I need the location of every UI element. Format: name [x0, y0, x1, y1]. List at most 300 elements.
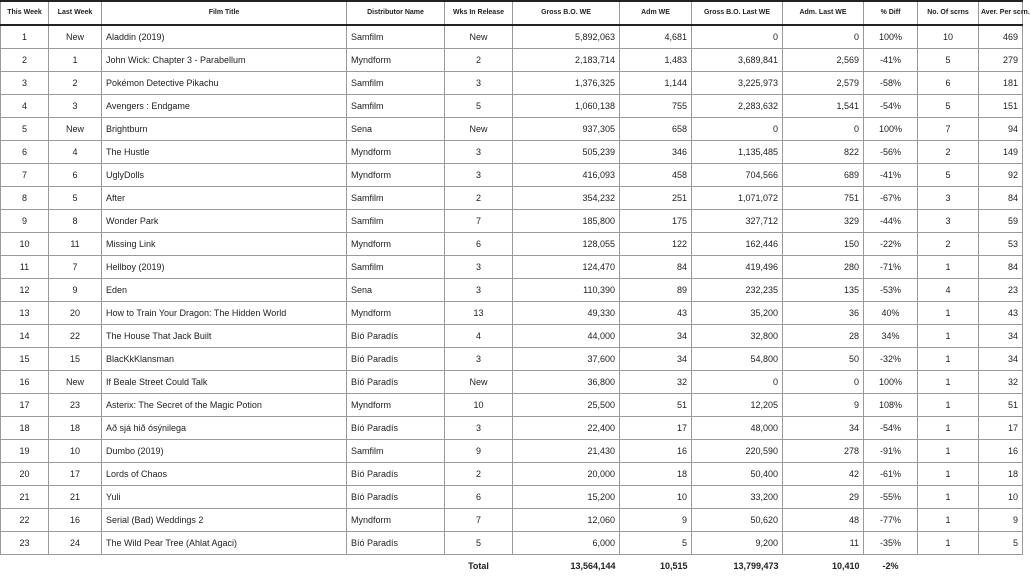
cell-gross-we: 5,892,063: [513, 25, 620, 49]
cell-percent-diff: -22%: [864, 233, 918, 256]
cell-gross-we: 354,232: [513, 187, 620, 210]
cell-screens: 1: [918, 532, 979, 555]
cell-weeks-in-release: 6: [445, 233, 513, 256]
cell-film-title: Pokémon Detective Pikachu: [102, 72, 347, 95]
cell-weeks-in-release: 3: [445, 417, 513, 440]
cell-percent-diff: -41%: [864, 164, 918, 187]
cell-percent-diff: 100%: [864, 118, 918, 141]
cell-adm-we: 122: [620, 233, 692, 256]
cell-film-title: How to Train Your Dragon: The Hidden World: [102, 302, 347, 325]
cell-gross-we: 416,093: [513, 164, 620, 187]
cell-adm-last-we: 48: [783, 509, 864, 532]
cell-gross-last-we: 50,400: [692, 463, 783, 486]
cell-distributor: Bíó Paradís: [347, 348, 445, 371]
cell-screens: 1: [918, 417, 979, 440]
table-row: [1, 348, 1023, 371]
cell-adm-we: 89: [620, 279, 692, 302]
cell-this-week: 20: [1, 463, 49, 486]
cell-average-per-screen: 16: [979, 440, 1023, 463]
cell-weeks-in-release: 2: [445, 463, 513, 486]
cell-distributor: Samfilm: [347, 72, 445, 95]
cell-distributor: Samfilm: [347, 25, 445, 49]
cell-percent-diff: -41%: [864, 49, 918, 72]
cell-distributor: Samfilm: [347, 440, 445, 463]
cell-gross-last-we: 12,205: [692, 394, 783, 417]
cell-screens: 5: [918, 164, 979, 187]
cell-average-per-screen: 84: [979, 256, 1023, 279]
cell-this-week: 6: [1, 141, 49, 164]
table-row: [1, 325, 1023, 348]
cell-distributor: Myndform: [347, 509, 445, 532]
cell-adm-we: 1,144: [620, 72, 692, 95]
cell-gross-last-we: 327,712: [692, 210, 783, 233]
cell-adm-we: 658: [620, 118, 692, 141]
cell-average-per-screen: 181: [979, 72, 1023, 95]
cell-film-title: Aladdin (2019): [102, 25, 347, 49]
cell-adm-last-we: 9: [783, 394, 864, 417]
cell-this-week: 11: [1, 256, 49, 279]
cell-last-week: 21: [49, 486, 102, 509]
cell-distributor: Samfilm: [347, 256, 445, 279]
cell-screens: 2: [918, 141, 979, 164]
cell-weeks-in-release: 10: [445, 394, 513, 417]
cell-average-per-screen: 151: [979, 95, 1023, 118]
cell-percent-diff: -56%: [864, 141, 918, 164]
cell-this-week: 3: [1, 72, 49, 95]
cell-average-per-screen: 149: [979, 141, 1023, 164]
cell-adm-last-we: 50: [783, 348, 864, 371]
cell-last-week: 7: [49, 256, 102, 279]
cell-last-week: New: [49, 118, 102, 141]
cell-screens: 1: [918, 348, 979, 371]
cell-last-week: 15: [49, 348, 102, 371]
cell-adm-we: 34: [620, 348, 692, 371]
cell-adm-we: 346: [620, 141, 692, 164]
cell-average-per-screen: 18: [979, 463, 1023, 486]
cell-film-title: The House That Jack Built: [102, 325, 347, 348]
total-label: Total: [445, 555, 513, 577]
cell-gross-we: 37,600: [513, 348, 620, 371]
cell-gross-we: 25,500: [513, 394, 620, 417]
total-gross-last-we: 13,799,473: [692, 555, 783, 577]
cell-last-week: 1: [49, 49, 102, 72]
cell-gross-we: 185,800: [513, 210, 620, 233]
total-adm-last-we: 10,410: [783, 555, 864, 577]
cell-percent-diff: -77%: [864, 509, 918, 532]
table-row: [1, 25, 1023, 49]
cell-adm-we: 755: [620, 95, 692, 118]
table-row: [1, 279, 1023, 302]
cell-average-per-screen: 17: [979, 417, 1023, 440]
cell-adm-we: 10: [620, 486, 692, 509]
cell-screens: 1: [918, 325, 979, 348]
cell-film-title: After: [102, 187, 347, 210]
cell-gross-we: 937,305: [513, 118, 620, 141]
cell-gross-last-we: 3,689,841: [692, 49, 783, 72]
cell-percent-diff: -71%: [864, 256, 918, 279]
header-gross-we: Gross B.O. WE: [513, 1, 620, 25]
cell-film-title: Að sjá hið ósýnilega: [102, 417, 347, 440]
header-distributor: Distributor Name: [347, 1, 445, 25]
cell-distributor: Bíó Paradís: [347, 486, 445, 509]
header-film-title: Film Title: [102, 1, 347, 25]
cell-film-title: Lords of Chaos: [102, 463, 347, 486]
cell-gross-last-we: 704,566: [692, 164, 783, 187]
cell-adm-last-we: 11: [783, 532, 864, 555]
table-row: [1, 371, 1023, 394]
cell-weeks-in-release: 7: [445, 210, 513, 233]
cell-adm-we: 84: [620, 256, 692, 279]
cell-weeks-in-release: 4: [445, 325, 513, 348]
cell-gross-we: 6,000: [513, 532, 620, 555]
cell-this-week: 19: [1, 440, 49, 463]
cell-percent-diff: -54%: [864, 417, 918, 440]
cell-last-week: 9: [49, 279, 102, 302]
table-row: [1, 302, 1023, 325]
table-row: [1, 256, 1023, 279]
cell-last-week: 23: [49, 394, 102, 417]
cell-this-week: 2: [1, 49, 49, 72]
table-row: [1, 509, 1023, 532]
cell-adm-last-we: 29: [783, 486, 864, 509]
cell-screens: 5: [918, 95, 979, 118]
cell-adm-we: 18: [620, 463, 692, 486]
cell-gross-last-we: 1,071,072: [692, 187, 783, 210]
cell-gross-last-we: 232,235: [692, 279, 783, 302]
cell-average-per-screen: 10: [979, 486, 1023, 509]
cell-adm-last-we: 329: [783, 210, 864, 233]
cell-last-week: 8: [49, 210, 102, 233]
table-row: [1, 210, 1023, 233]
cell-adm-last-we: 42: [783, 463, 864, 486]
cell-weeks-in-release: 2: [445, 187, 513, 210]
cell-distributor: Samfilm: [347, 95, 445, 118]
cell-this-week: 16: [1, 371, 49, 394]
cell-film-title: Dumbo (2019): [102, 440, 347, 463]
cell-film-title: Hellboy (2019): [102, 256, 347, 279]
cell-adm-we: 51: [620, 394, 692, 417]
cell-adm-last-we: 36: [783, 302, 864, 325]
cell-screens: 1: [918, 440, 979, 463]
cell-last-week: 11: [49, 233, 102, 256]
cell-gross-we: 15,200: [513, 486, 620, 509]
cell-gross-we: 21,430: [513, 440, 620, 463]
cell-gross-we: 36,800: [513, 371, 620, 394]
cell-adm-last-we: 0: [783, 25, 864, 49]
cell-weeks-in-release: 3: [445, 164, 513, 187]
cell-adm-we: 458: [620, 164, 692, 187]
header-weeks-in-release: Wks In Release: [445, 1, 513, 25]
cell-gross-last-we: 33,200: [692, 486, 783, 509]
cell-film-title: Yuli: [102, 486, 347, 509]
cell-average-per-screen: 5: [979, 532, 1023, 555]
table-row: [1, 532, 1023, 555]
cell-average-per-screen: 279: [979, 49, 1023, 72]
cell-adm-we: 34: [620, 325, 692, 348]
table-row: [1, 118, 1023, 141]
cell-screens: 3: [918, 187, 979, 210]
cell-adm-last-we: 0: [783, 118, 864, 141]
cell-gross-last-we: 2,283,632: [692, 95, 783, 118]
cell-percent-diff: 34%: [864, 325, 918, 348]
cell-this-week: 9: [1, 210, 49, 233]
cell-last-week: New: [49, 25, 102, 49]
cell-gross-we: 1,060,138: [513, 95, 620, 118]
cell-film-title: Avengers : Endgame: [102, 95, 347, 118]
cell-screens: 1: [918, 256, 979, 279]
cell-screens: 6: [918, 72, 979, 95]
cell-this-week: 18: [1, 417, 49, 440]
cell-gross-last-we: 162,446: [692, 233, 783, 256]
cell-percent-diff: -54%: [864, 95, 918, 118]
cell-adm-last-we: 822: [783, 141, 864, 164]
total-adm-we: 10,515: [620, 555, 692, 577]
cell-adm-we: 5: [620, 532, 692, 555]
cell-distributor: Myndform: [347, 164, 445, 187]
cell-percent-diff: -91%: [864, 440, 918, 463]
cell-last-week: 2: [49, 72, 102, 95]
cell-this-week: 7: [1, 164, 49, 187]
cell-distributor: Myndform: [347, 233, 445, 256]
cell-last-week: 10: [49, 440, 102, 463]
table-row: [1, 95, 1023, 118]
cell-last-week: 4: [49, 141, 102, 164]
cell-film-title: Asterix: The Secret of the Magic Potion: [102, 394, 347, 417]
cell-this-week: 22: [1, 509, 49, 532]
table-row: [1, 440, 1023, 463]
header-last-week: Last Week: [49, 1, 102, 25]
cell-percent-diff: -67%: [864, 187, 918, 210]
cell-average-per-screen: 94: [979, 118, 1023, 141]
cell-weeks-in-release: New: [445, 118, 513, 141]
cell-adm-last-we: 150: [783, 233, 864, 256]
cell-percent-diff: 108%: [864, 394, 918, 417]
cell-gross-we: 124,470: [513, 256, 620, 279]
cell-adm-we: 1,483: [620, 49, 692, 72]
header-row: [1, 1, 1023, 25]
cell-average-per-screen: 23: [979, 279, 1023, 302]
cell-screens: 1: [918, 463, 979, 486]
cell-film-title: BlacKkKlansman: [102, 348, 347, 371]
cell-adm-we: 43: [620, 302, 692, 325]
cell-screens: 1: [918, 509, 979, 532]
cell-percent-diff: -55%: [864, 486, 918, 509]
cell-adm-we: 175: [620, 210, 692, 233]
cell-screens: 7: [918, 118, 979, 141]
cell-last-week: 20: [49, 302, 102, 325]
cell-gross-last-we: 50,620: [692, 509, 783, 532]
cell-screens: 1: [918, 394, 979, 417]
cell-screens: 10: [918, 25, 979, 49]
cell-gross-we: 12,060: [513, 509, 620, 532]
cell-gross-we: 44,000: [513, 325, 620, 348]
header-adm-last-we: Adm. Last WE: [783, 1, 864, 25]
cell-percent-diff: 40%: [864, 302, 918, 325]
table-row: [1, 486, 1023, 509]
cell-last-week: 3: [49, 95, 102, 118]
cell-adm-last-we: 34: [783, 417, 864, 440]
header-gross-last-we: Gross B.O. Last WE: [692, 1, 783, 25]
cell-last-week: 6: [49, 164, 102, 187]
cell-weeks-in-release: 5: [445, 532, 513, 555]
cell-adm-we: 251: [620, 187, 692, 210]
cell-last-week: 24: [49, 532, 102, 555]
cell-adm-we: 17: [620, 417, 692, 440]
cell-distributor: Sena: [347, 279, 445, 302]
table-row: [1, 394, 1023, 417]
cell-percent-diff: -44%: [864, 210, 918, 233]
cell-weeks-in-release: 2: [445, 49, 513, 72]
table-row: [1, 233, 1023, 256]
cell-percent-diff: 100%: [864, 371, 918, 394]
cell-weeks-in-release: 3: [445, 348, 513, 371]
cell-last-week: New: [49, 371, 102, 394]
cell-this-week: 10: [1, 233, 49, 256]
cell-distributor: Bíó Paradís: [347, 417, 445, 440]
cell-distributor: Samfilm: [347, 187, 445, 210]
cell-gross-we: 1,376,325: [513, 72, 620, 95]
table-row: [1, 417, 1023, 440]
cell-adm-we: 32: [620, 371, 692, 394]
cell-weeks-in-release: 3: [445, 141, 513, 164]
cell-adm-last-we: 1,541: [783, 95, 864, 118]
table-row: [1, 463, 1023, 486]
cell-this-week: 12: [1, 279, 49, 302]
cell-gross-we: 110,390: [513, 279, 620, 302]
cell-distributor: Bíó Paradís: [347, 532, 445, 555]
cell-this-week: 21: [1, 486, 49, 509]
cell-average-per-screen: 34: [979, 348, 1023, 371]
cell-gross-last-we: 1,135,485: [692, 141, 783, 164]
cell-weeks-in-release: 3: [445, 279, 513, 302]
cell-average-per-screen: 32: [979, 371, 1023, 394]
cell-distributor: Myndform: [347, 302, 445, 325]
cell-last-week: 17: [49, 463, 102, 486]
cell-weeks-in-release: 7: [445, 509, 513, 532]
cell-adm-last-we: 751: [783, 187, 864, 210]
cell-screens: 2: [918, 233, 979, 256]
cell-this-week: 13: [1, 302, 49, 325]
cell-weeks-in-release: New: [445, 25, 513, 49]
cell-adm-we: 9: [620, 509, 692, 532]
cell-percent-diff: -35%: [864, 532, 918, 555]
cell-average-per-screen: 469: [979, 25, 1023, 49]
table-row: [1, 72, 1023, 95]
cell-gross-last-we: 220,590: [692, 440, 783, 463]
header-this-week: This Week: [1, 1, 49, 25]
cell-average-per-screen: 9: [979, 509, 1023, 532]
cell-percent-diff: 100%: [864, 25, 918, 49]
cell-last-week: 22: [49, 325, 102, 348]
cell-distributor: Myndform: [347, 141, 445, 164]
cell-weeks-in-release: 9: [445, 440, 513, 463]
cell-distributor: Myndform: [347, 49, 445, 72]
cell-weeks-in-release: 5: [445, 95, 513, 118]
cell-gross-we: 505,239: [513, 141, 620, 164]
cell-adm-last-we: 28: [783, 325, 864, 348]
cell-average-per-screen: 43: [979, 302, 1023, 325]
cell-last-week: 18: [49, 417, 102, 440]
cell-adm-we: 16: [620, 440, 692, 463]
cell-gross-we: 49,330: [513, 302, 620, 325]
cell-average-per-screen: 53: [979, 233, 1023, 256]
cell-percent-diff: -61%: [864, 463, 918, 486]
header-average-per-screen: Aver. Per scrn.: [979, 1, 1023, 25]
cell-average-per-screen: 51: [979, 394, 1023, 417]
cell-last-week: 16: [49, 509, 102, 532]
table-row: [1, 49, 1023, 72]
table-row: [1, 141, 1023, 164]
cell-weeks-in-release: New: [445, 371, 513, 394]
cell-gross-last-we: 9,200: [692, 532, 783, 555]
cell-gross-we: 20,000: [513, 463, 620, 486]
cell-gross-we: 128,055: [513, 233, 620, 256]
cell-adm-last-we: 2,569: [783, 49, 864, 72]
header-adm-we: Adm WE: [620, 1, 692, 25]
cell-adm-last-we: 0: [783, 371, 864, 394]
cell-percent-diff: -53%: [864, 279, 918, 302]
cell-average-per-screen: 84: [979, 187, 1023, 210]
cell-average-per-screen: 34: [979, 325, 1023, 348]
cell-film-title: Brightburn: [102, 118, 347, 141]
cell-gross-last-we: 48,000: [692, 417, 783, 440]
cell-gross-last-we: 35,200: [692, 302, 783, 325]
cell-adm-last-we: 280: [783, 256, 864, 279]
cell-screens: 1: [918, 371, 979, 394]
cell-this-week: 17: [1, 394, 49, 417]
cell-screens: 1: [918, 302, 979, 325]
cell-gross-last-we: 54,800: [692, 348, 783, 371]
cell-distributor: Bíó Paradís: [347, 325, 445, 348]
cell-weeks-in-release: 3: [445, 256, 513, 279]
cell-adm-last-we: 2,579: [783, 72, 864, 95]
cell-film-title: The Wild Pear Tree (Ahlat Agaci): [102, 532, 347, 555]
cell-film-title: John Wick: Chapter 3 - Parabellum: [102, 49, 347, 72]
cell-gross-last-we: 0: [692, 25, 783, 49]
cell-gross-last-we: 32,800: [692, 325, 783, 348]
cell-distributor: Bíó Paradís: [347, 463, 445, 486]
cell-film-title: Eden: [102, 279, 347, 302]
cell-gross-last-we: 0: [692, 371, 783, 394]
cell-film-title: The Hustle: [102, 141, 347, 164]
header-screens: No. Of scrns: [918, 1, 979, 25]
cell-weeks-in-release: 13: [445, 302, 513, 325]
cell-this-week: 15: [1, 348, 49, 371]
cell-this-week: 1: [1, 25, 49, 49]
cell-film-title: Missing Link: [102, 233, 347, 256]
cell-gross-last-we: 419,496: [692, 256, 783, 279]
cell-film-title: UglyDolls: [102, 164, 347, 187]
cell-screens: 3: [918, 210, 979, 233]
cell-percent-diff: -32%: [864, 348, 918, 371]
cell-distributor: Sena: [347, 118, 445, 141]
cell-screens: 5: [918, 49, 979, 72]
cell-this-week: 14: [1, 325, 49, 348]
cell-average-per-screen: 59: [979, 210, 1023, 233]
cell-gross-we: 2,183,714: [513, 49, 620, 72]
cell-this-week: 8: [1, 187, 49, 210]
cell-gross-we: 22,400: [513, 417, 620, 440]
total-row: [1, 555, 1023, 577]
cell-adm-last-we: 278: [783, 440, 864, 463]
cell-weeks-in-release: 6: [445, 486, 513, 509]
header-percent-diff: % Diff: [864, 1, 918, 25]
cell-average-per-screen: 92: [979, 164, 1023, 187]
table-row: [1, 164, 1023, 187]
cell-this-week: 23: [1, 532, 49, 555]
cell-screens: 4: [918, 279, 979, 302]
cell-weeks-in-release: 3: [445, 72, 513, 95]
